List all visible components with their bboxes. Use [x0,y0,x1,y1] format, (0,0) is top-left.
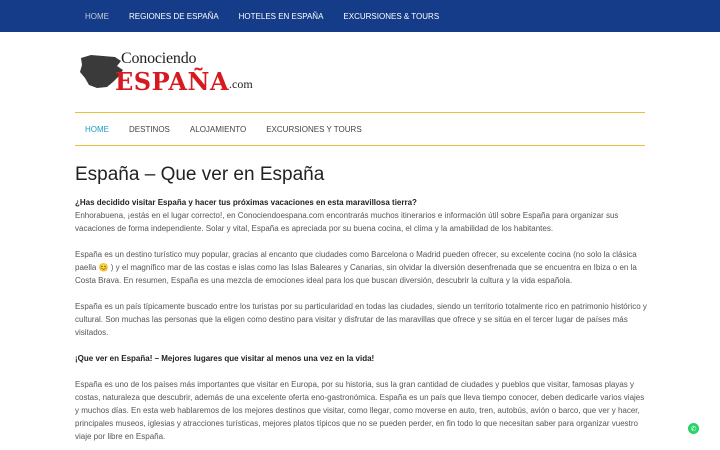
subheading: ¡Que ver en España! – Mejores lugares que visitar al menos una vez en la vida! [75,354,375,363]
paragraph-3: España es un país típicamente buscado entre los turistas por su particularidad en todas las ciudades, siendo un territorio totalmente rico en patrimonio histórico y cultural. Son muchas las personas que la eligen como destino para visitar y disfrutar de las maravillas que ofrece y se sitúa en el tercer lugar de países más visitados. [75,302,647,337]
paragraph-4: España es uno de los países más importantes que visitar en Europa, por su historia, sus la gran cantidad de ciudades y pueblos que visitar, famosas playas y costas, naturaleza que descubrir, además de una excelente oferta eno-gastronómica. España es un país que lleva tiempo conocer, deben dedicarle varios viajes y muchos días. En esta web hablaremos de los mejores destinos que visitar, como llegar, como moverse en auto, tren, autobús, avión o barco, que ver y hacer, principales museos, iglesias y atracciones turísticas, mejores platos típicos que no se pueden perder, en fin todo lo que necesitan saber para organizar vuestro viaje por libre en España. [75,380,645,441]
main-nav [75,113,372,145]
logo-text-com: .com [229,77,253,91]
intro-text: Enhorabuena, ¡estás en el lugar correcto!, en Conociendoespana.com encontrarás muchos itinerarios e información útil sobre España para organizar sus vacaciones de forma independiente. Solar y vital, España es apreciada por su buena cocina, el clima y la amabilidad de los habitantes. [75,211,619,233]
main-nav-alojamiento[interactable]: ALOJAMIENTO [189,124,247,134]
site-logo[interactable] [77,46,267,98]
main-nav-destinos[interactable]: DESTINOS [129,124,170,134]
nav-divider-bottom [75,145,645,146]
top-nav-home[interactable]: HOME [85,11,109,21]
subheading-paragraph [75,352,650,365]
logo-text-conociendo: Conociendo [121,50,197,67]
main-nav-excursiones[interactable]: EXCURSIONES Y TOURS [266,124,362,134]
paragraph-2: España es un destino turístico muy popular, gracias al encanto que ciudades como Barcelona o Madrid pueden ofrecer, su excelente cocina (no solo la clásica paella 😊 ) y el magnífico mar de las costas e islas como las Islas Baleares y Canarias, sin olvidar la diversión desenfrenada que se encuentra en Ibiza o en la Costa Brava. En resumen, España es una mezcla de emociones ideal para los que buscan diversión, descubrir la cultura y la vida española. [75,250,637,285]
top-nav-excursiones[interactable]: EXCURSIONES & TOURS [343,11,440,21]
top-nav-hoteles[interactable]: HOTELES EN ESPAÑA [238,11,324,21]
logo-text-espana: ESPAÑA [115,67,230,96]
intro-question: ¿Has decidido visitar España y hacer tus próximas vacaciones en esta maravillosa tierra? [75,198,417,207]
top-bar [0,0,720,32]
article [75,164,650,450]
top-nav [75,0,449,32]
page-title: España – Que ver en España [75,164,325,185]
whatsapp-icon[interactable]: ✆ [688,423,699,434]
intro-paragraph [75,196,650,235]
top-nav-regiones[interactable]: REGIONES DE ESPAÑA [129,11,219,21]
main-nav-home[interactable]: HOME [85,124,109,134]
